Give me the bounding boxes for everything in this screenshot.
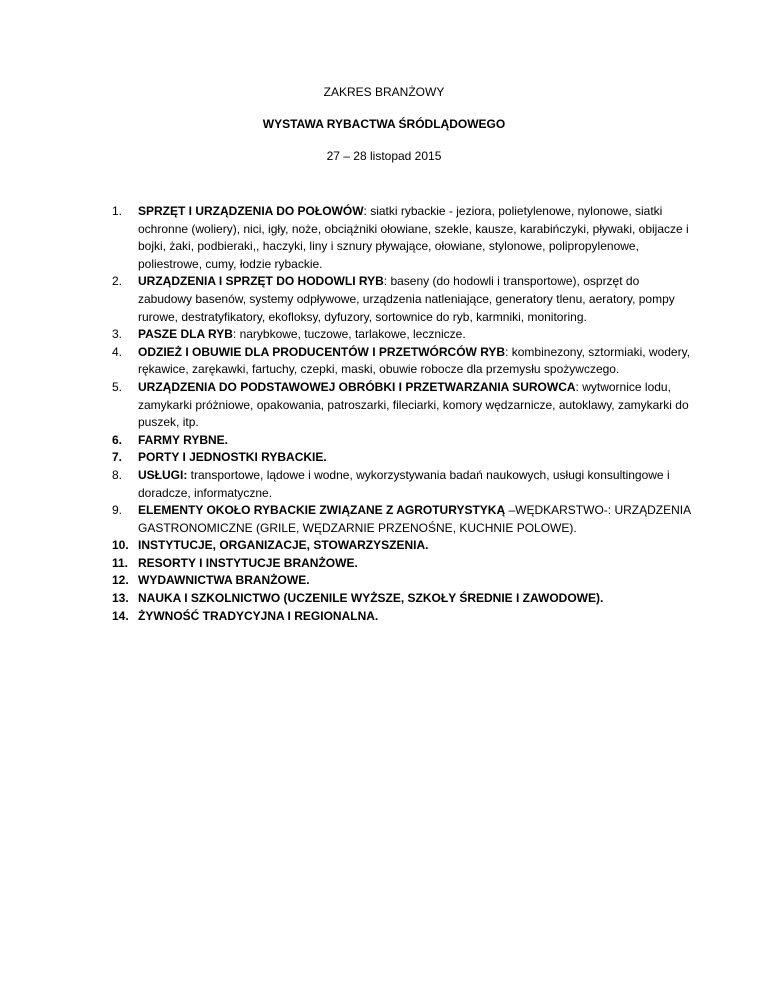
scope-list [112, 203, 692, 625]
list-item-heading: SPRZĘT I URZĄDZENIA DO POŁOWÓW [138, 204, 364, 218]
list-item-heading: URZĄDZENIA DO PODSTAWOWEJ OBRÓBKI I PRZETWARZANIA SUROWCA [138, 379, 576, 394]
list-item-heading: FARMY RYBNE. [138, 432, 229, 447]
scope-heading: ZAKRES BRANŻOWY [323, 85, 445, 99]
list-item-heading: USŁUGI: [138, 467, 188, 482]
exhibition-date: 27 – 28 listopad 2015 [326, 149, 442, 163]
list-item-number: 7. [112, 450, 123, 465]
list-item-number: 2. [112, 274, 123, 289]
list-item [112, 273, 692, 326]
list-item-description: : baseny (do hodowli i transportowe), osprzęt do zabudowy basenów, systemy odpływowe, urządzenia natleniające, generatory tlenu, aeratory, pompy rurowe, destratyfikatory, ekofloksy, dyfuzory, sortownice do ryb, karmniki, monitoring. [138, 274, 675, 324]
list-item-description: : kombinezony, sztormiaki, wodery, rękawice, zarękawki, fartuchy, czepki, maski, obuwie robocze dla przemysłu spożywczego. [138, 344, 691, 377]
list-item-heading: NAUKA I SZKOLNICTWO (UCZENILE WYŻSZE, SZKOŁY ŚREDNIE I ZAWODOWE). [138, 591, 604, 606]
list-item-description: : narybkowe, tuczowe, tarlakowe, lecznicze. [232, 327, 466, 342]
exhibition-title: WYSTAWA RYBACTWA ŚRÓDLĄDOWEGO [262, 117, 506, 131]
list-item [112, 590, 692, 608]
list-item [112, 572, 692, 590]
list-item-number: 6. [112, 432, 123, 447]
list-item-heading: RESORTY I INSTYTUCJE BRANŻOWE. [138, 555, 358, 570]
list-item-heading: PASZE DLA RYB [138, 327, 233, 342]
list-item-number: 8. [112, 467, 123, 482]
list-item-number: 5. [112, 379, 123, 394]
list-item [112, 203, 692, 273]
list-item-heading: PORTY I JEDNOSTKI RYBACKIE. [138, 450, 327, 465]
list-item [112, 608, 692, 626]
list-item-number: 14. [112, 608, 129, 623]
list-item-heading: ŻYWNOŚĆ TRADYCYJNA I REGIONALNA. [138, 608, 379, 623]
list-item-heading: URZĄDZENIA I SPRZĘT DO HODOWLI RYB [138, 274, 384, 289]
list-item-description: –WĘDKARSTWO-: URZĄDZENIA GASTRONOMICZNE (GRILE, WĘDZARNIE PRZENOŚNE, KUCHNIE POLOWE). [138, 503, 691, 535]
list-item-heading: ELEMENTY OKOŁO RYBACKIE ZWIĄZANE Z AGROTURYSTYKĄ [138, 503, 506, 518]
list-item-description: transportowe, lądowe i wodne, wykorzystywania badań naukowych, usługi konsultingowe i doradcze, informatyczne. [138, 467, 670, 500]
list-item [112, 344, 692, 379]
list-item-description: : siatki rybackie - jeziora, polietylenowe, nylonowe, siatki ochronne (woliery), nici, igły, noże, obciążniki ołowiane, szekle, kausze, karabińczyki, pływaki, obijacze i bojki, żaki, podbieraki,, haczyki, liny i sznury pływające, ołowiane, stylonowe, polipropylenowe, poliestrowe, cumy, łodzie rybackie. [138, 204, 689, 271]
list-item-number: 11. [112, 555, 129, 570]
list-item [112, 326, 692, 344]
list-item [112, 379, 692, 432]
list-item-number: 12. [112, 573, 129, 588]
list-item-number: 1. [112, 204, 123, 218]
list-item-heading: WYDAWNICTWA BRANŻOWE. [138, 573, 310, 588]
list-item [112, 449, 692, 467]
list-item-heading: INSTYTUCJE, ORGANIZACJE, STOWARZYSZENIA. [138, 538, 429, 553]
list-item-heading: ODZIEŻ I OBUWIE DLA PRODUCENTÓW I PRZETWÓRCÓW RYB [138, 344, 506, 359]
list-item [112, 432, 692, 450]
list-item-number: 10. [112, 538, 129, 553]
list-item-number: 13. [112, 591, 129, 606]
list-item-description: : wytwornice lodu, zamykarki próżniowe, opakowania, patroszarki, fileciarki, komory wędzarnicze, autoklawy, zamykarki do puszek, itp. [138, 379, 689, 430]
list-item [112, 467, 692, 502]
list-item-number: 4. [112, 344, 123, 359]
list-item [112, 537, 692, 555]
list-item-number: 9. [112, 503, 123, 518]
list-item [112, 502, 692, 537]
list-item [112, 555, 692, 573]
list-item-number: 3. [112, 327, 123, 342]
